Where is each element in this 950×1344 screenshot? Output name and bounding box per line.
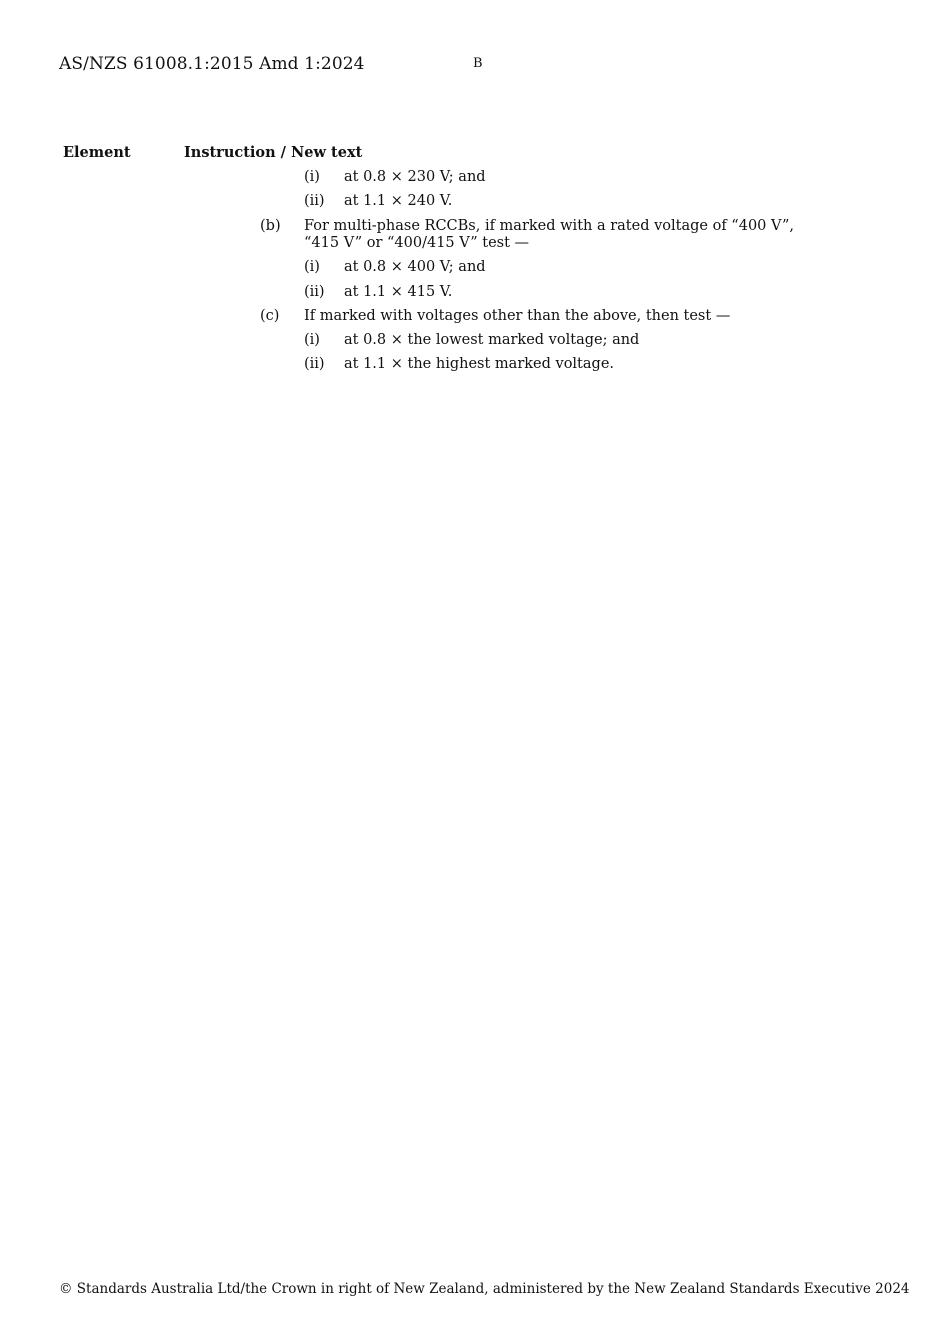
item-b-ii-label: (ii) [304,284,325,300]
column-header-instruction: Instruction / New text [184,144,363,161]
item-b-label: (b) [260,218,281,234]
item-c-i-label: (i) [304,332,320,348]
document-id: AS/NZS 61008.1:2015 Amd 1:2024 [59,54,365,74]
item-a-ii-text: at 1.1 × 240 V. [344,193,453,209]
item-c-ii-text: at 1.1 × the highest marked voltage. [344,356,615,372]
item-c-text: If marked with voltages other than the above, then test — [304,308,731,324]
item-a-i-label: (i) [304,169,320,185]
item-c-ii-label: (ii) [304,356,325,372]
item-b-ii-text: at 1.1 × 415 V. [344,284,453,300]
copyright-footer: © Standards Australia Ltd/the Crown in right of New Zealand, administered by the New Zealand Standards Executive 2024 [59,1281,910,1297]
column-header-element: Element [63,144,131,161]
item-a-ii-label: (ii) [304,193,325,209]
item-b-i-text: at 0.8 × 400 V; and [344,259,486,275]
item-c-label: (c) [260,308,280,324]
item-a-i-text: at 0.8 × 230 V; and [344,169,486,185]
item-b-i-label: (i) [304,259,320,275]
item-c-i-text: at 0.8 × the lowest marked voltage; and [344,332,640,348]
item-b-text-line1: For multi-phase RCCBs, if marked with a rated voltage of “400 V”, [304,218,795,234]
page-marker: B [473,56,483,71]
item-b-text-line2: “415 V” or “400/415 V” test — [304,235,530,251]
